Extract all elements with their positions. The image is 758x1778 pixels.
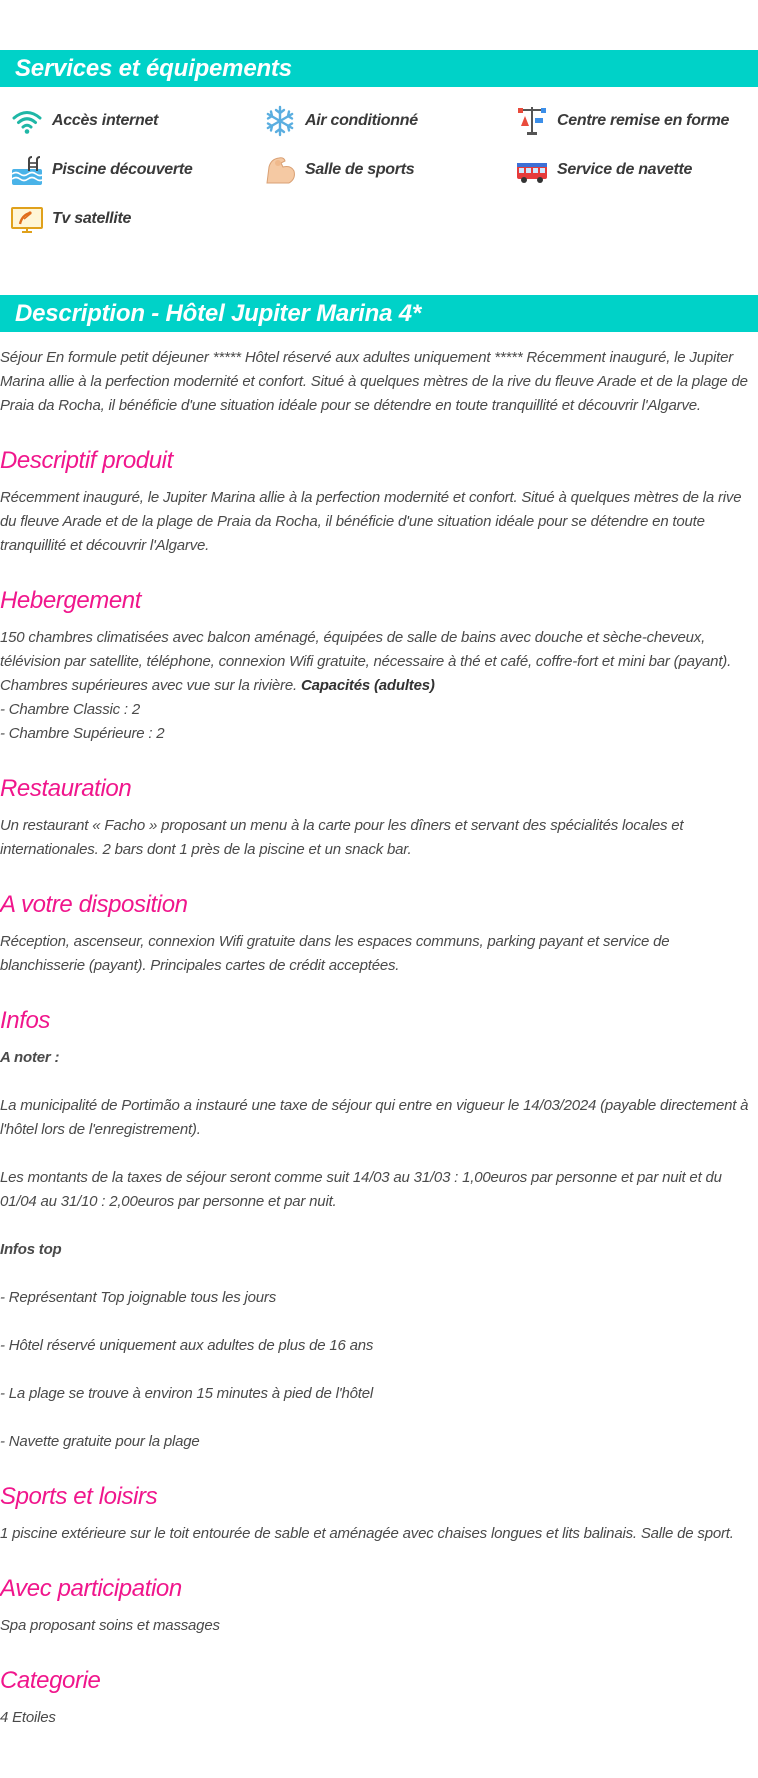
service-label: Tv satellite [52, 210, 132, 227]
description-content [0, 346, 758, 1730]
service-label: Salle de sports [305, 161, 415, 178]
room-item: - Chambre Classic : 2 [0, 701, 141, 718]
bicep-icon [263, 153, 297, 187]
snowflake-icon [263, 104, 297, 138]
descriptif-heading: Descriptif produit [0, 447, 173, 474]
capacity-label: Capacités (adultes) [300, 677, 435, 694]
description-heading: Description - Hôtel Jupiter Marina 4* [0, 295, 758, 332]
infos-top-item: - Navette gratuite pour la plage [0, 1433, 200, 1450]
hebergement-description: 150 chambres climatisées avec balcon aménagé, équipées de salle de bains avec douche et sèche-cheveux, télévision par satellite, téléphone, connexion Wifi gratuite, nécessaire à thé et café, coffre-fort et mini bar (payant). Chambres supérieures avec vue sur la rivière. [0, 629, 732, 694]
participation-text: Spa proposant soins et massages [0, 1617, 220, 1634]
service-air-conditioning [263, 104, 418, 138]
disposition-text: Réception, ascenseur, connexion Wifi gratuite dans les espaces communs, parking payant et service de blanchisserie (payant). Principales cartes de crédit acceptées. [0, 933, 670, 974]
sports-heading: Sports et loisirs [0, 1483, 158, 1510]
service-label: Air conditionné [305, 112, 418, 129]
note-text: La municipalité de Portimão a instauré une taxe de séjour qui entre en vigueur le 14/03/2024 (payable directement à l'hôtel lors de l'enregistrement). [0, 1097, 749, 1138]
description-intro: Séjour En formule petit déjeuner ***** Hôtel réservé aux adultes uniquement ***** Récemment inauguré, le Jupiter Marina allie à la perfection modernité et confort. Situé à quelques mètres de la rive du fleuve Arade et de la plage de Praia da Rocha, il bénéficie d'une situation idéale pour se détendre en toute tranquillité et découvrir l'Algarve. [0, 349, 748, 414]
descriptif-text: Récemment inauguré, le Jupiter Marina allie à la perfection modernité et confort. Situé à quelques mètres de la rive du fleuve Arade et de la plage de Praia da Rocha, il bénéficie d'une situation idéale pour se détendre en toute tranquillité et découvrir l'Algarve. [0, 489, 742, 554]
restauration-heading: Restauration [0, 775, 132, 802]
shuttle-bus-icon [515, 153, 549, 187]
service-shuttle [515, 153, 692, 187]
service-label: Service de navette [557, 161, 693, 178]
infos-top-label: Infos top [0, 1241, 62, 1258]
note-label: A noter : [0, 1049, 60, 1066]
service-satellite-tv [10, 202, 131, 236]
service-label: Centre remise en forme [557, 112, 730, 129]
wifi-icon [10, 104, 44, 138]
service-outdoor-pool [10, 153, 192, 187]
service-label: Accès internet [52, 112, 159, 129]
fitness-icon [515, 104, 549, 138]
hebergement-text [0, 626, 758, 698]
restauration-text: Un restaurant « Facho » proposant un menu à la carte pour les dîners et servant des spécialités locales et internationales. 2 bars dont 1 près de la piscine et un snack bar. [0, 817, 684, 858]
service-gym [263, 153, 414, 187]
room-item: - Chambre Supérieure : 2 [0, 725, 165, 742]
infos-top-item: - Représentant Top joignable tous les jours [0, 1289, 277, 1306]
categorie-text: 4 Etoiles [0, 1709, 56, 1726]
participation-heading: Avec participation [0, 1575, 182, 1602]
hebergement-heading: Hebergement [0, 587, 142, 614]
services-heading: Services et équipements [0, 50, 758, 87]
infos-top-item: - Hôtel réservé uniquement aux adultes de plus de 16 ans [0, 1337, 374, 1354]
pool-icon [10, 153, 44, 187]
sports-text: 1 piscine extérieure sur le toit entourée de sable et aménagée avec chaises longues et lits balinais. Salle de sport. [0, 1525, 734, 1542]
categorie-heading: Categorie [0, 1667, 101, 1694]
service-label: Piscine découverte [52, 161, 193, 178]
infos-heading: Infos [0, 1007, 51, 1034]
service-internet [10, 104, 158, 138]
note-text: Les montants de la taxes de séjour seront comme suit 14/03 au 31/03 : 1,00euros par personne et par nuit et du 01/04 au 31/10 : 2,00euros par personne et par nuit. [0, 1169, 722, 1210]
service-fitness-center [515, 104, 729, 138]
satellite-tv-icon [10, 202, 44, 236]
disposition-heading: A votre disposition [0, 891, 188, 918]
infos-top-item: - La plage se trouve à environ 15 minutes à pied de l'hôtel [0, 1385, 373, 1402]
